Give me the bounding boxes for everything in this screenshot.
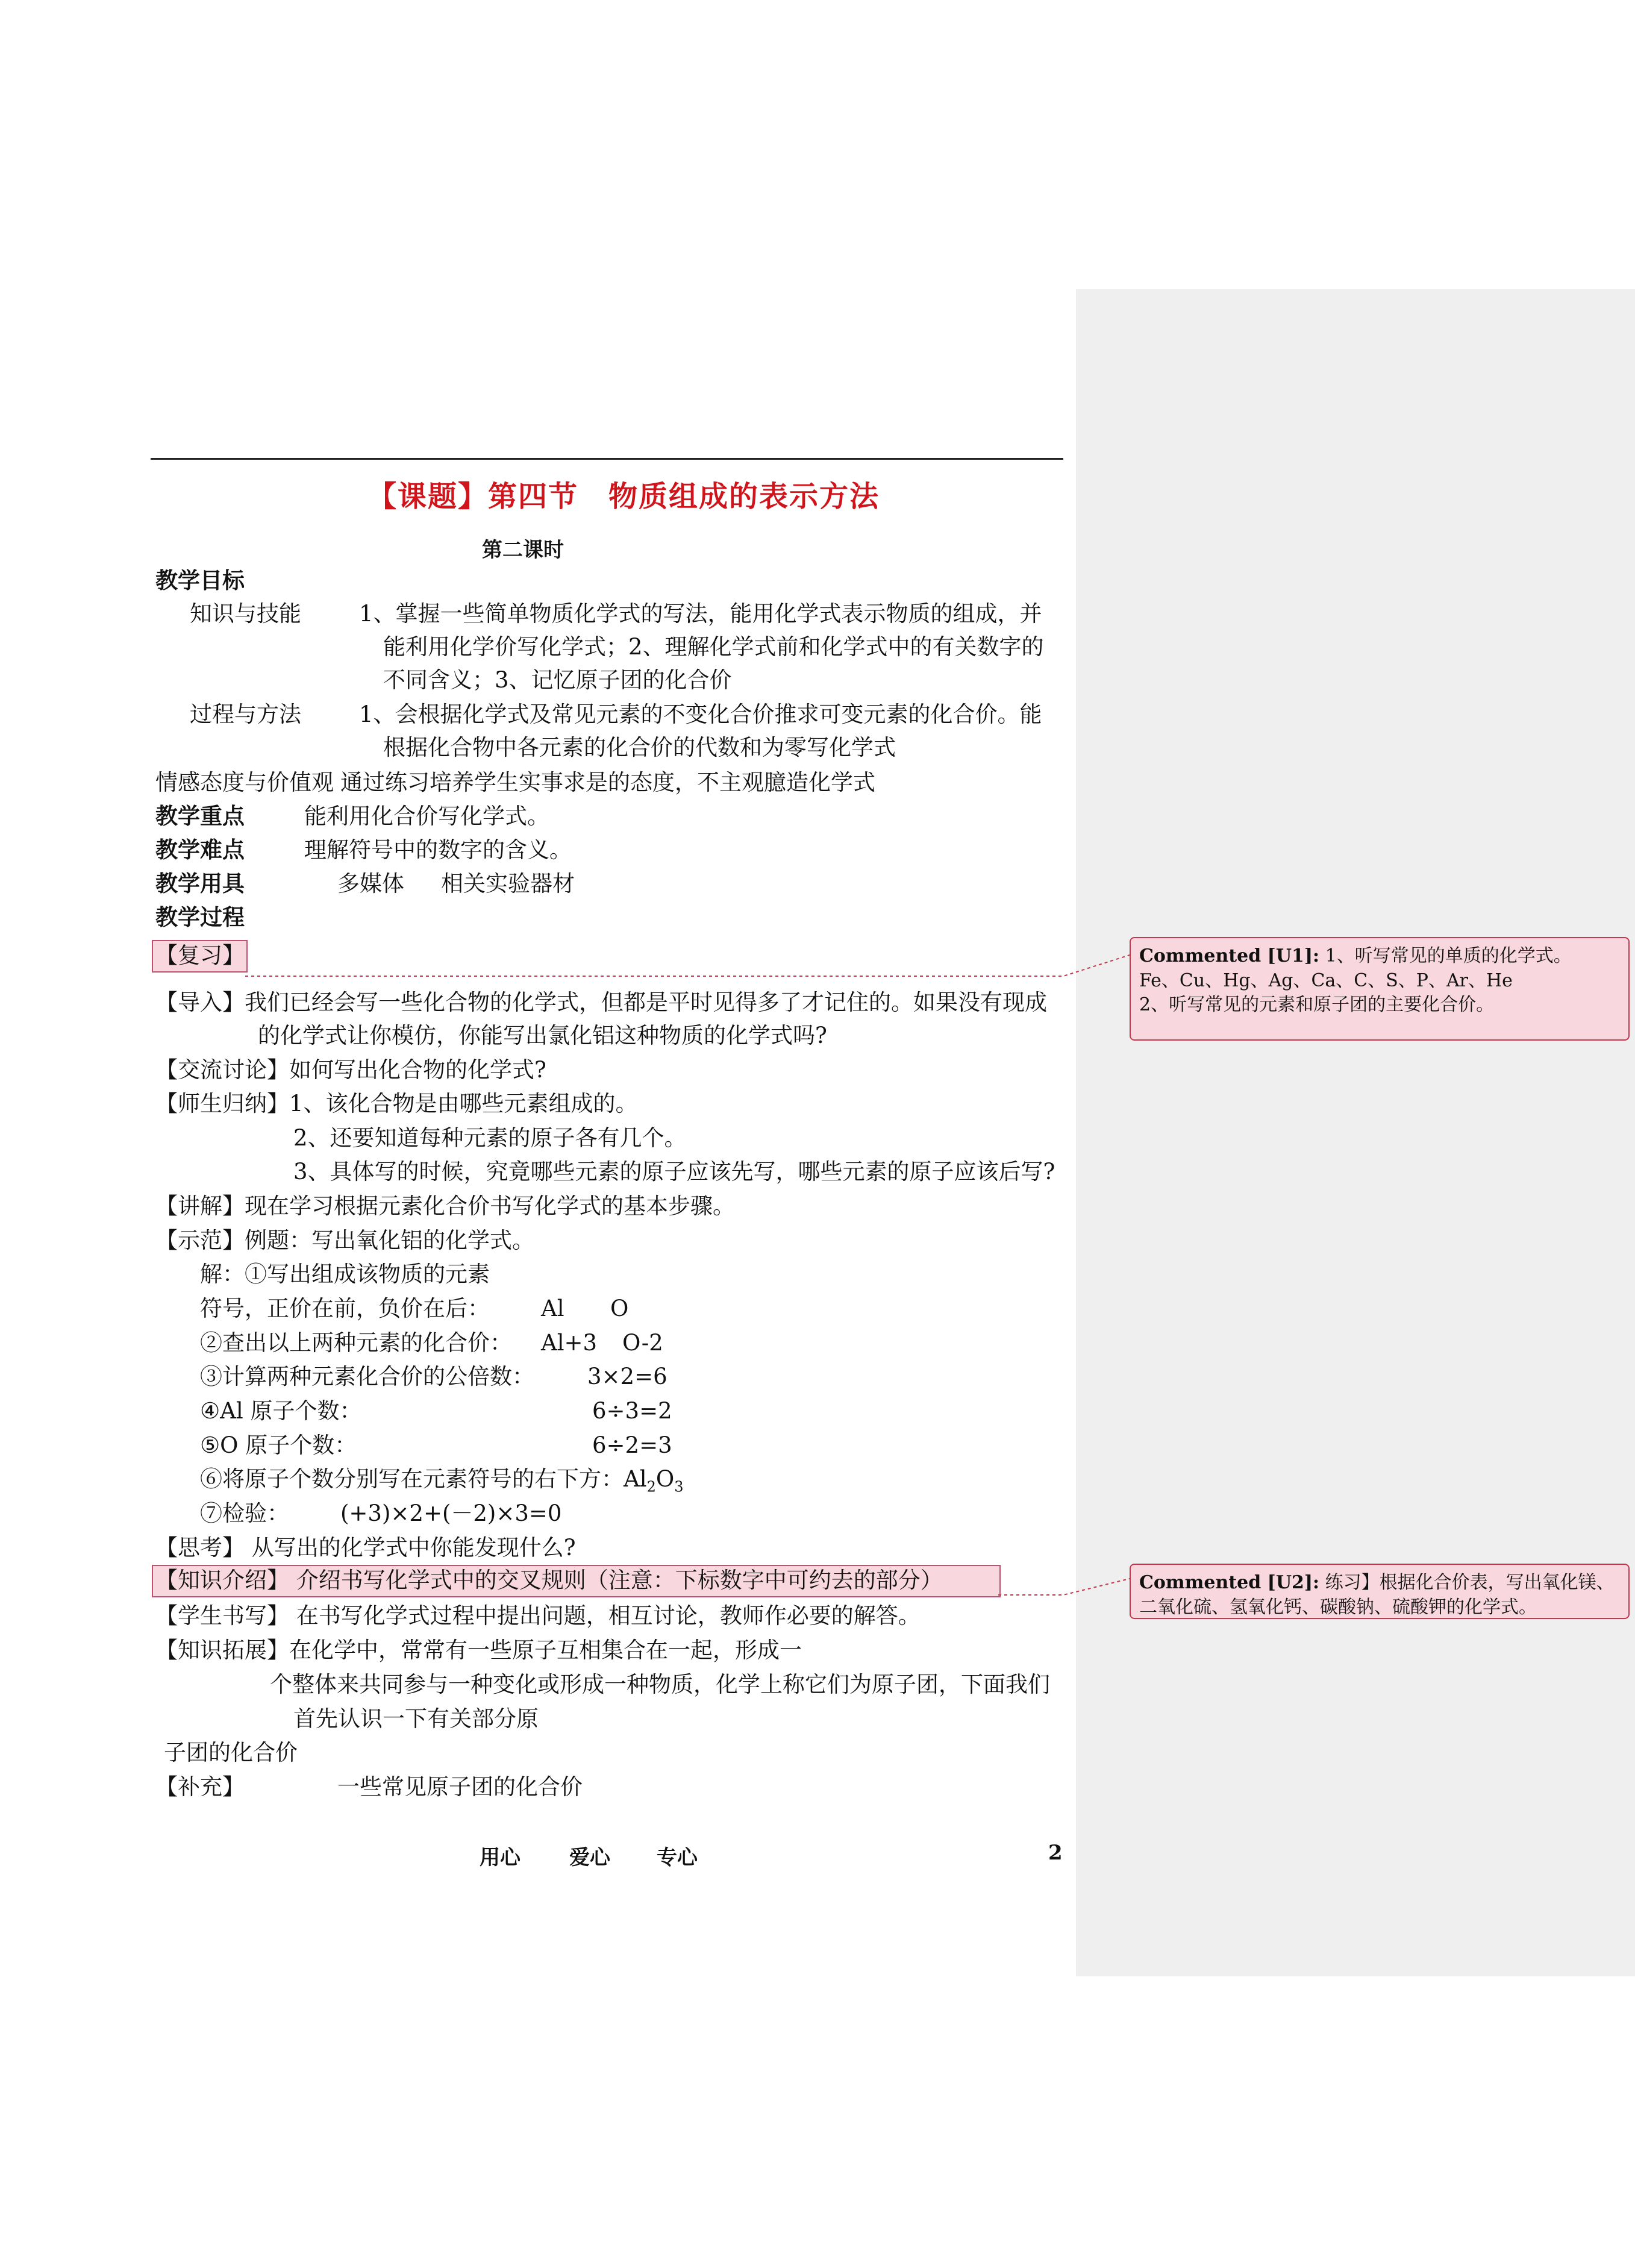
step-1b-value-1: Al [541,1295,564,1321]
step-3: ③计算两种元素化合价的公倍数： [200,1364,534,1389]
process-text-1: 1、会根据化学式及常见元素的不变化合价推求可变元素的化合价。能 [359,701,1042,727]
review-label: 【复习】 [155,942,245,968]
comment-connector-1 [245,955,1130,976]
step-3-value: 3×2=6 [587,1364,667,1389]
step-7: ⑦检验： [200,1500,289,1526]
lesson-title: 【课题】第四节 物质组成的表示方法 [367,480,880,513]
supplement-label: 【补充】 [155,1774,245,1800]
page-number: 2 [1048,1841,1063,1865]
discuss-text: 【交流讨论】如何写出化合物的化学式? [155,1057,546,1083]
knowledge-text-1: 1、掌握一些简单物质化学式的写法，能用化学式表示物质的组成，并 [359,601,1042,627]
comment-u1-tag: Commented [U1]: [1139,945,1320,966]
intro-text-1: 【导入】我们已经会写一些化合物的化学式，但都是平时见得多了才记住的。如果没有现成 [155,989,1047,1015]
think-text: 【思考】 从写出的化学式中你能发现什么? [155,1535,576,1561]
extend-text-4: 子团的化合价 [164,1740,298,1765]
footer-word-3: 专心 [657,1846,698,1870]
tools-text-2: 相关实验器材 [441,871,575,897]
step-6-text: ⑥将原子个数分别写在元素符号的右下方： [200,1466,624,1492]
step-1b: 符号，正价在前，负价在后： [200,1295,490,1321]
difficulty-label: 教学难点 [155,836,245,863]
step-4: ④Al 原子个数： [200,1398,362,1424]
summary-text-2: 2、还要知道每种元素的原子各有几个。 [293,1125,687,1151]
step-2: ②查出以上两种元素的化合价： [200,1330,512,1356]
step-2-value-2: O-2 [622,1330,663,1356]
student-write-text: 【学生书写】 在书写化学式过程中提出问题，相互讨论，教师作必要的解答。 [155,1603,921,1629]
difficulty-text: 理解符号中的数字的含义。 [304,837,572,863]
comment-u1-line-2: Fe、Cu、Hg、Ag、Ca、C、S、P、Ar、He [1139,970,1513,991]
demo-text: 【示范】例题：写出氧化铝的化学式。 [155,1227,534,1253]
step-7-value: (+3)×2+(－2)×3=0 [340,1500,562,1526]
goals-heading: 教学目标 [155,567,245,594]
step-1b-value-2: O [610,1295,629,1321]
comment-u2-line-2: 二氧化硫、氢氧化钙、碳酸钠、硫酸钾的化学式。 [1139,1596,1537,1618]
header-rule [151,458,1063,460]
key-point-text: 能利用化合价写化学式。 [304,803,549,829]
formula-o: O [655,1466,675,1492]
comment-u2-tag: Commented [U2]: [1139,1572,1320,1593]
comment-u1-text-1: 1、听写常见的单质的化学式。 [1325,945,1572,966]
attitude-label: 情感态度与价值观 [155,769,334,795]
formula-al: Al [624,1466,647,1492]
lesson-subtitle: 第二课时 [482,538,564,562]
comment-u2[interactable] [1130,1564,1630,1619]
knowledge-intro-text: 【知识介绍】 介绍书写化学式中的交叉规则（注意：下标数字中可约去的部分） [155,1567,943,1593]
tools-text-1: 多媒体 [337,871,404,897]
extend-text-3: 首先认识一下有关部分原 [293,1706,539,1732]
formula-sub-2: 2 [646,1478,656,1496]
footer-word-1: 用心 [480,1846,521,1870]
extend-text-1: 【知识拓展】在化学中，常常有一些原子互相集合在一起，形成一 [155,1637,802,1663]
process-heading: 教学过程 [155,904,245,930]
comment-u2-line-1 [1139,1571,1620,1596]
knowledge-text-2: 能利用化学价写化学式；2、理解化学式前和化学式中的有关数字的 [383,634,1044,660]
step-2-value-1: Al+3 [541,1330,598,1356]
step-4-value: 6÷3=2 [592,1398,672,1424]
supplement-text: 一些常见原子团的化合价 [337,1774,583,1800]
comment-margin-pane [1076,289,1635,1976]
knowledge-text-3: 不同含义；3、记忆原子团的化合价 [383,667,732,693]
extend-text-2: 个整体来共同参与一种变化或形成一种物质，化学上称它们为原子团，下面我们 [270,1671,1050,1697]
explain-text: 【讲解】现在学习根据元素化合价书写化学式的基本步骤。 [155,1193,735,1219]
intro-text-2: 的化学式让你模仿，你能写出氯化铝这种物质的化学式吗? [258,1023,827,1048]
knowledge-label: 知识与技能 [190,601,301,627]
comment-u1[interactable] [1130,937,1630,1041]
footer-word-2: 爱心 [569,1846,610,1870]
step-1a: 解：①写出组成该物质的元素 [200,1261,490,1287]
step-5-value: 6÷2=3 [592,1432,672,1458]
attitude-text: 通过练习培养学生实事求是的态度，不主观臆造化学式 [340,769,875,795]
formula-sub-3: 3 [674,1478,684,1496]
comment-u1-line-3: 2、听写常见的元素和原子团的主要化合价。 [1139,994,1495,1015]
summary-text-1: 【师生归纳】1、该化合物是由哪些元素组成的。 [155,1091,638,1117]
process-text-2: 根据化合物中各元素的化合价的代数和为零写化学式 [383,735,896,760]
step-6 [200,1468,683,1494]
summary-text-3: 3、具体写的时候，究竟哪些元素的原子应该先写，哪些元素的原子应该后写? [293,1159,1055,1185]
comment-u1-line-1 [1139,944,1620,969]
tools-label: 教学用具 [155,870,245,897]
step-5: ⑤O 原子个数： [200,1432,357,1458]
key-point-label: 教学重点 [155,803,245,829]
process-label: 过程与方法 [190,701,301,727]
comment-u2-text-1: 练习】根据化合价表，写出氧化镁、 [1325,1572,1615,1593]
